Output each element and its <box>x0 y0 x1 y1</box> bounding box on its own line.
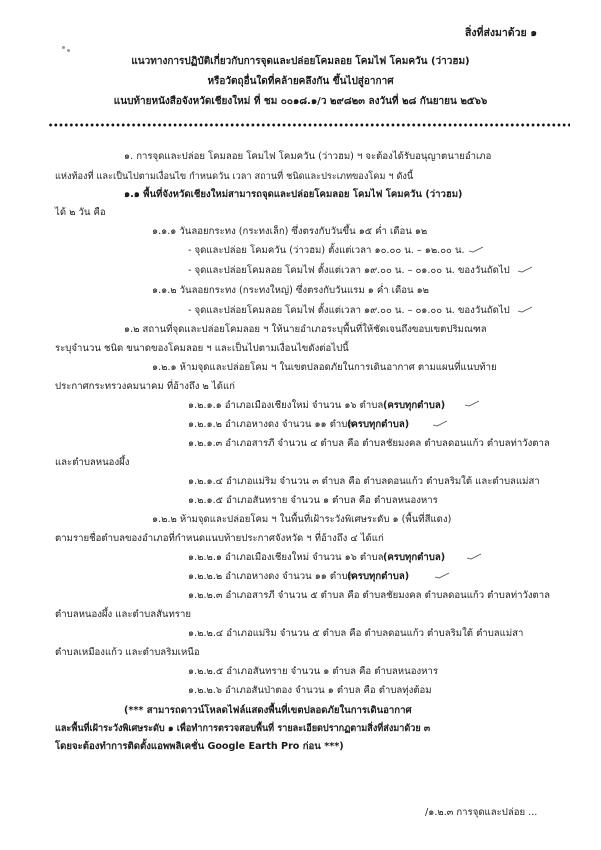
checkmark-icon <box>468 246 484 254</box>
all-subdistricts-tag: (ครบทุกตำบล) <box>383 552 446 563</box>
body-line: ๑.๒.๒.๓ อำเภอสารภี จำนวน ๕ ตำบล คือ ตำบลชัยมงคล ตำบลดอนแก้ว ตำบลท่าวังตาล <box>188 590 551 601</box>
title-line-3: แนบท้ายหนังสือจังหวัดเชียงใหม่ ที่ ชม ๐๐๑๘.๑/ว ๒๙๘๒๓ ลงวันที่ ๒๘ กันยายน ๒๕๖๖ <box>113 96 488 107</box>
body-line: และตำบลหนองผึ้ง <box>55 457 130 468</box>
body-line: ๑. การจุดและปล่อย โคมลอย โคมไฟ โคมควัน (ว่าวฮม) ฯ จะต้องได้รับอนุญาตนายอำเภอ <box>124 151 492 162</box>
body-line: - จุดและปล่อย โคมควัน (ว่าวฮม) ตั้งแต่เวลา ๑๐.๐๐ น. – ๑๒.๐๐ น. <box>188 245 465 256</box>
body-line: ๑.๒.๑.๓ อำเภอสารภี จำนวน ๔ ตำบล คือ ตำบลชัยมงคล ตำบลดอนแก้ว ตำบลท่าวังตาล <box>188 438 550 449</box>
body-line: ๑.๑.๑ วันลอยกระทง (กระทงเล็ก) ซึ่งตรงกับวันขึ้น ๑๕ ค่ำ เดือน ๑๒ <box>152 226 428 237</box>
body-line: ตามรายชื่อตำบลของอำเภอที่กำหนดแนบท้ายประกาศจังหวัด ฯ ที่อ้างถึง ๔ ได้แก่ <box>55 533 384 544</box>
all-subdistricts-tag: (ครบทุกตำบล) <box>383 400 446 411</box>
body-line: ระบุจำนวน ชนิด ขนาดของโคมลอย ฯ และเป็นไปตามเงื่อนไขดังต่อไปนี้ <box>55 343 349 354</box>
checkmark-icon <box>466 553 482 561</box>
body-line: ประกาศกระทรวงคมนาคม ที่อ้างถึง ๒ ได้แก่ <box>55 381 235 392</box>
body-line: ๑.๒.๒.๔ อำเภอแม่ริม จำนวน ๕ ตำบล คือ ตำบลดอนแก้ว ตำบลริมใต้ ตำบลแม่สา <box>188 628 524 639</box>
download-note: โดยจะต้องทำการติดตั้งแอพพลิเคชั่น Google Earth Pro ก่อน ***) <box>55 741 344 752</box>
download-note: (*** สามารถดาวน์โหลดไฟล์แสดงพื้นที่เขตปลอดภัยในการเดินอากาศ <box>124 705 412 716</box>
attachment-label: สิ่งที่ส่งมาด้วย ๑ <box>465 27 537 39</box>
body-line: - จุดและปล่อยโคมลอย โคมไฟ ตั้งแต่เวลา ๑๙.๐๐ น. – ๐๑.๐๐ น. ของวันถัดไป <box>188 265 510 276</box>
checkmark-icon <box>517 266 533 274</box>
body-line: แห่งท้องที่ และเป็นไปตามเงื่อนไข กำหนดวัน เวลา สถานที่ ชนิดและประเภทของโคม ฯ ดังนี้ <box>55 171 414 182</box>
body-line: ๑.๒.๑ ห้ามจุดและปล่อยโคม ฯ ในเขตปลอดภัยในการเดินอากาศ ตามแผนที่แนบท้าย <box>152 362 497 373</box>
checkmark-icon <box>432 420 448 428</box>
body-line: - จุดและปล่อยโคมลอย โคมไฟ ตั้งแต่เวลา ๑๙.๐๐ น. – ๐๑.๐๐ น. ของวันถัดไป <box>188 305 510 316</box>
scan-speck <box>67 49 70 52</box>
body-line: ๑.๒.๑.๒ อำเภอหางดง จำนวน ๑๑ ตำบล <box>188 419 354 430</box>
body-line: ๑.๒.๒.๑ อำเภอเมืองเชียงใหม่ จำนวน ๑๖ ตำบล <box>188 552 384 563</box>
body-line: ๑.๒.๑.๔ อำเภอแม่ริม จำนวน ๓ ตำบล คือ ตำบลดอนแก้ว ตำบลริมใต้ และตำบลแม่สา <box>188 476 540 487</box>
body-line: ๑.๑.๒ วันลอยกระทง (กระทงใหญ่) ซึ่งตรงกับวันแรม ๑ ค่ำ เดือน ๑๒ <box>152 285 429 296</box>
body-line: ๑.๒.๑.๕ อำเภอสันทราย จำนวน ๑ ตำบล คือ ตำบลหนองหาร <box>188 495 438 506</box>
body-line: ๑.๒.๒.๖ อำเภอสันป่าตอง จำนวน ๑ ตำบล คือ ตำบลทุ่งต้อม <box>188 685 432 696</box>
continuation-footer: /๑.๒.๓ การจุดและปล่อย ... <box>425 807 538 818</box>
all-subdistricts-tag: (ครบทุกตำบล) <box>347 571 410 582</box>
checkmark-icon <box>434 572 450 580</box>
body-line: ตำบลหนองผึ้ง และตำบลสันทราย <box>55 609 191 620</box>
checkmark-icon <box>517 306 533 314</box>
dotted-divider <box>48 123 570 127</box>
scan-speck <box>62 46 65 49</box>
download-note: และพื้นที่เฝ้าระวังพิเศษระดับ ๑ เพื่อทำการตรวจสอบพื้นที่ รายละเอียดปรากฏตามสิ่งที่ส่งมาด้วย ๓ <box>55 724 431 734</box>
body-line: ๑.๑ พื้นที่จังหวัดเชียงใหม่สามารถจุดและปล่อยโคมลอย โคมไฟ โคมควัน (ว่าวฮม) <box>124 189 463 200</box>
body-line: ๑.๒.๑.๑ อำเภอเมืองเชียงใหม่ จำนวน ๑๖ ตำบล <box>188 400 384 411</box>
checkmark-icon <box>464 400 480 408</box>
title-line-1: แนวทางการปฏิบัติเกี่ยวกับการจุดและปล่อยโคมลอย โคมไฟ โคมควัน (ว่าวฮม) <box>131 56 470 67</box>
body-line: ๑.๒ สถานที่จุดและปล่อยโคมลอย ฯ ให้นายอำเภอระบุพื้นที่ให้ชัดเจนถึงขอบเขตปริมณฑล <box>124 324 487 335</box>
body-line: ๑.๒.๒.๒ อำเภอหางดง จำนวน ๑๑ ตำบล <box>188 571 354 582</box>
body-line: ๑.๒.๒.๕ อำเภอสันทราย จำนวน ๑ ตำบล คือ ตำบลหนองหาร <box>188 666 439 677</box>
title-line-2: หรือวัตถุอื่นใดที่คล้ายคลึงกัน ขึ้นไปสู่อากาศ <box>207 76 394 87</box>
all-subdistricts-tag: (ครบทุกตำบล) <box>347 419 410 430</box>
body-line: ได้ ๒ วัน คือ <box>55 207 106 218</box>
body-line: ๑.๒.๒ ห้ามจุดและปล่อยโคม ฯ ในพื้นที่เฝ้าระวังพิเศษระดับ ๑ (พื้นที่สีแดง) <box>152 514 452 525</box>
body-line: ตำบลเหมืองแก้ว และตำบลริมเหนือ <box>55 647 200 658</box>
